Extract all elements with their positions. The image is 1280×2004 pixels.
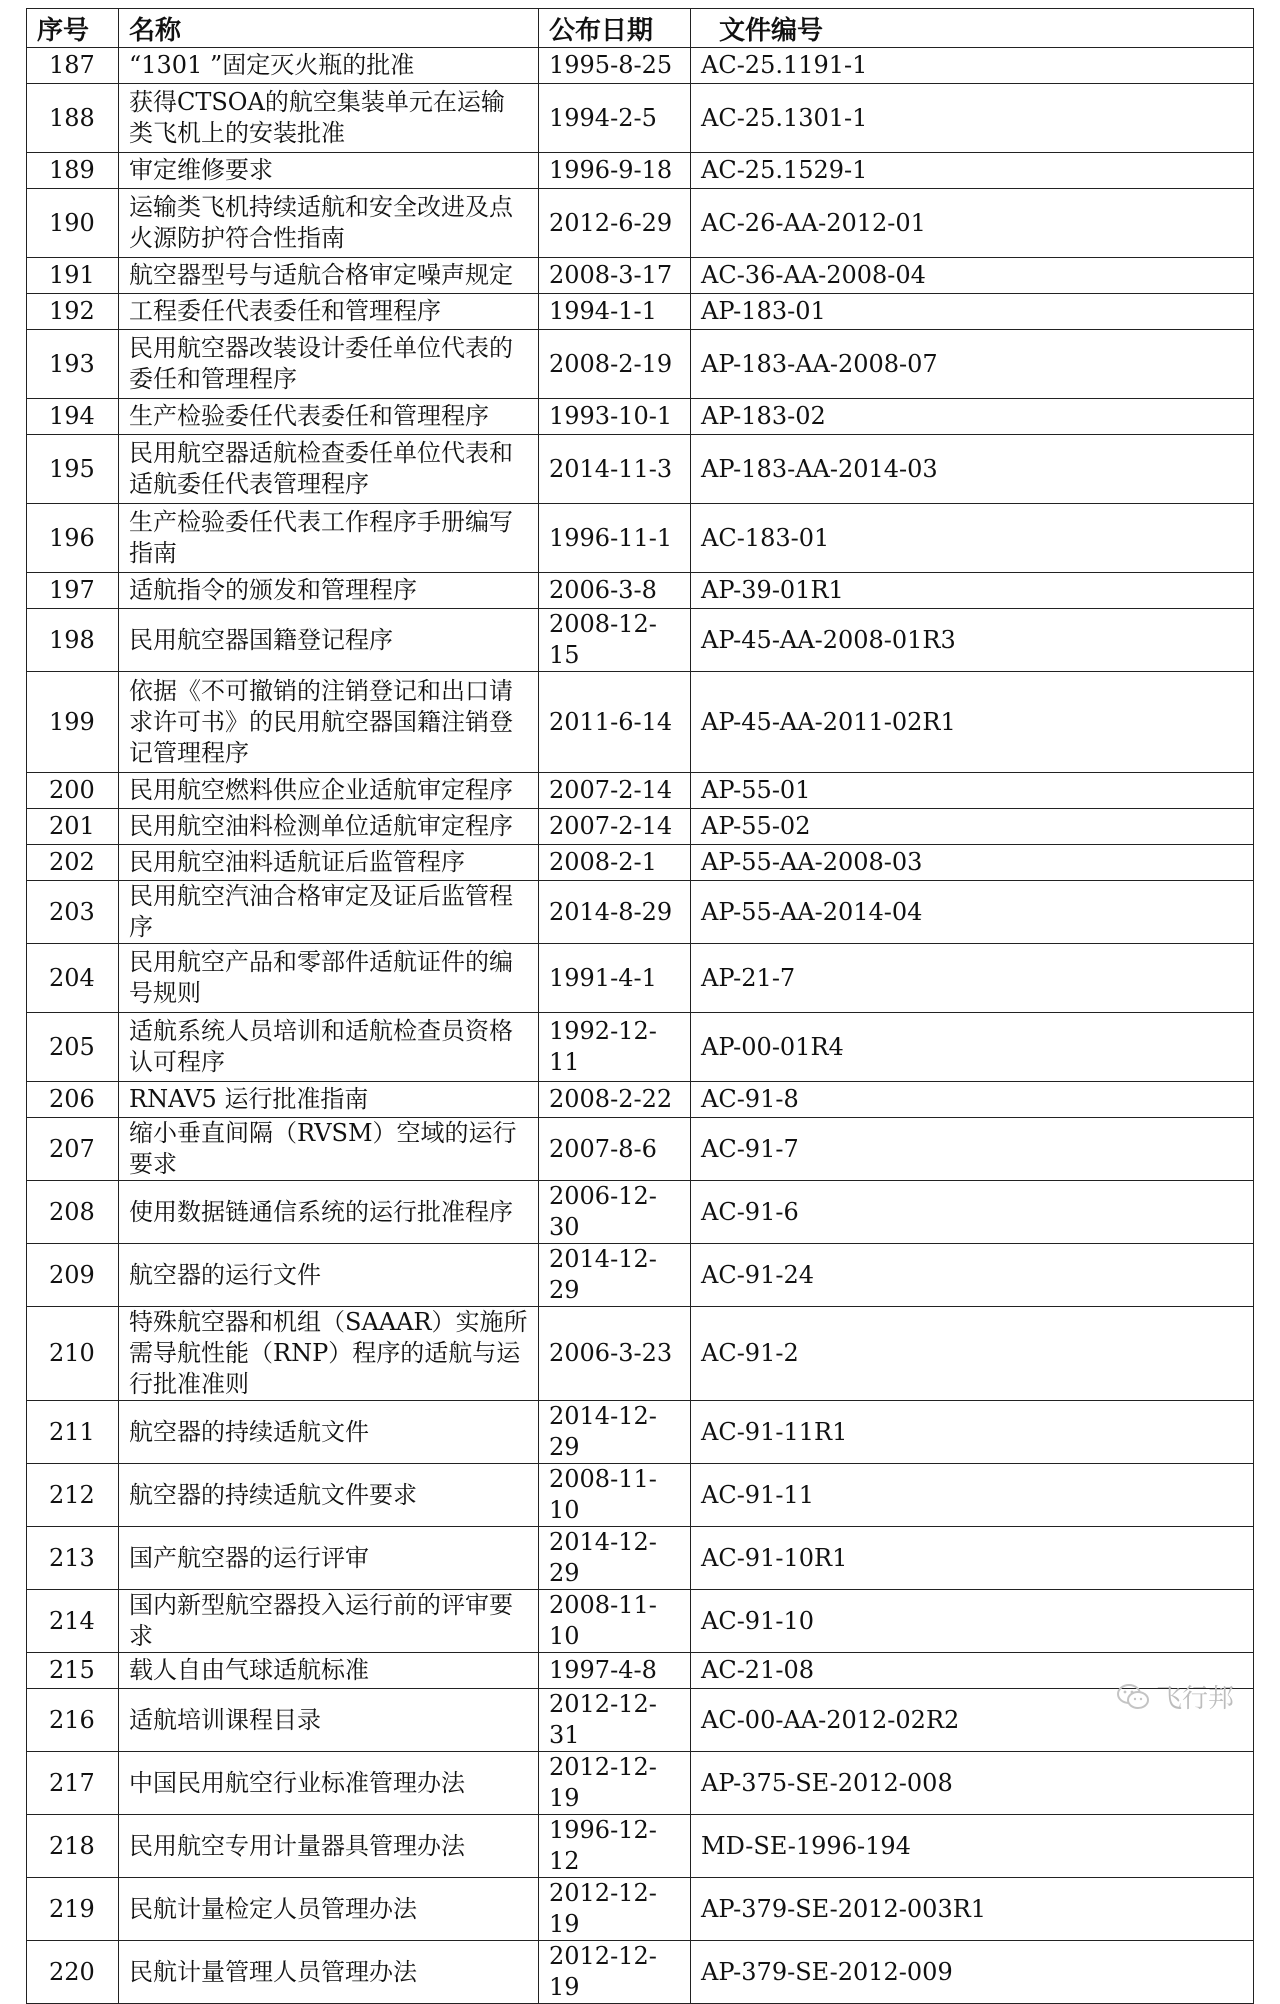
row-name: 民用航空器适航检查委任单位代表和适航委任代表管理程序 (119, 435, 539, 504)
row-document-id: AC-91-7 (691, 1118, 1254, 1181)
row-number: 217 (27, 1752, 119, 1815)
row-name: 航空器型号与适航合格审定噪声规定 (119, 258, 539, 294)
row-name: 缩小垂直间隔（RVSM）空域的运行要求 (119, 1118, 539, 1181)
table-row (27, 1752, 1254, 1815)
table-row (27, 881, 1254, 944)
row-date: 2006-3-8 (539, 573, 691, 609)
row-document-id: AC-91-2 (691, 1307, 1254, 1401)
table-row (27, 258, 1254, 294)
row-document-id: AC-91-11R1 (691, 1401, 1254, 1464)
watermark-text: 飞行邦 (1155, 1684, 1234, 1714)
row-document-id: AC-25.1529-1 (691, 153, 1254, 189)
row-number: 212 (27, 1464, 119, 1527)
watermark (1116, 1678, 1234, 1715)
row-name: 适航指令的颁发和管理程序 (119, 573, 539, 609)
table-row (27, 504, 1254, 573)
table-row (27, 672, 1254, 773)
row-date: 2014-12-29 (539, 1401, 691, 1464)
row-date: 2014-12-29 (539, 1527, 691, 1590)
row-document-id: AC-25.1301-1 (691, 84, 1254, 153)
table-row (27, 294, 1254, 330)
row-document-id: AP-379-SE-2012-003R1 (691, 1878, 1254, 1941)
row-document-id: AC-26-AA-2012-01 (691, 189, 1254, 258)
row-number: 216 (27, 1689, 119, 1752)
row-name: 载人自由气球适航标准 (119, 1653, 539, 1689)
row-document-id: AC-91-6 (691, 1181, 1254, 1244)
row-document-id: AC-91-8 (691, 1082, 1254, 1118)
row-document-id: AC-91-11 (691, 1464, 1254, 1527)
row-document-id: AP-375-SE-2012-008 (691, 1752, 1254, 1815)
table-row (27, 1244, 1254, 1307)
table-row (27, 809, 1254, 845)
row-number: 214 (27, 1590, 119, 1653)
row-document-id: AP-45-AA-2008-01R3 (691, 609, 1254, 672)
row-name: 国产航空器的运行评审 (119, 1527, 539, 1590)
row-number: 191 (27, 258, 119, 294)
row-number: 211 (27, 1401, 119, 1464)
row-name: 国内新型航空器投入运行前的评审要求 (119, 1590, 539, 1653)
table-row (27, 1013, 1254, 1082)
row-document-id: AP-45-AA-2011-02R1 (691, 672, 1254, 773)
row-name: “1301 ”固定灭火瓶的批准 (119, 48, 539, 84)
row-document-id: AP-183-02 (691, 399, 1254, 435)
row-name: 民用航空器国籍登记程序 (119, 609, 539, 672)
table-row (27, 1527, 1254, 1590)
table-row (27, 1401, 1254, 1464)
row-number: 200 (27, 773, 119, 809)
header-document-id: 文件编号 (691, 9, 1254, 48)
document-table (26, 8, 1254, 2004)
row-date: 1996-9-18 (539, 153, 691, 189)
row-number: 195 (27, 435, 119, 504)
row-document-id: AC-183-01 (691, 504, 1254, 573)
table-row (27, 773, 1254, 809)
row-name: 审定维修要求 (119, 153, 539, 189)
row-name: 适航系统人员培训和适航检查员资格认可程序 (119, 1013, 539, 1082)
row-date: 2007-2-14 (539, 773, 691, 809)
row-name: 工程委任代表委任和管理程序 (119, 294, 539, 330)
table-row (27, 1307, 1254, 1401)
row-date: 1994-2-5 (539, 84, 691, 153)
table-row (27, 573, 1254, 609)
row-number: 202 (27, 845, 119, 881)
row-date: 2014-12-29 (539, 1244, 691, 1307)
wechat-icon (1116, 1682, 1150, 1712)
row-number: 204 (27, 944, 119, 1013)
row-number: 220 (27, 1941, 119, 2004)
row-date: 2008-11-10 (539, 1464, 691, 1527)
row-name: 特殊航空器和机组（SAAAR）实施所需导航性能（RNP）程序的适航与运行批准准则 (119, 1307, 539, 1401)
table-row (27, 609, 1254, 672)
table-row (27, 189, 1254, 258)
row-date: 2011-6-14 (539, 672, 691, 773)
row-number: 210 (27, 1307, 119, 1401)
row-number: 190 (27, 189, 119, 258)
row-number: 199 (27, 672, 119, 773)
row-name: 依据《不可撤销的注销登记和出口请求许可书》的民用航空器国籍注销登记管理程序 (119, 672, 539, 773)
row-name: 中国民用航空行业标准管理办法 (119, 1752, 539, 1815)
row-number: 193 (27, 330, 119, 399)
row-date: 1997-4-8 (539, 1653, 691, 1689)
row-name: 航空器的持续适航文件要求 (119, 1464, 539, 1527)
row-date: 2006-12-30 (539, 1181, 691, 1244)
row-number: 209 (27, 1244, 119, 1307)
row-name: 生产检验委任代表工作程序手册编写指南 (119, 504, 539, 573)
row-date: 2012-12-19 (539, 1752, 691, 1815)
row-number: 192 (27, 294, 119, 330)
row-number: 194 (27, 399, 119, 435)
row-date: 2008-2-22 (539, 1082, 691, 1118)
row-date: 2007-2-14 (539, 809, 691, 845)
row-date: 2007-8-6 (539, 1118, 691, 1181)
row-document-id: MD-SE-1996-194 (691, 1815, 1254, 1878)
row-date: 2006-3-23 (539, 1307, 691, 1401)
header-date: 公布日期 (539, 9, 691, 48)
row-date: 2008-11-10 (539, 1590, 691, 1653)
header-row (27, 9, 1254, 48)
table-row (27, 944, 1254, 1013)
table-row (27, 1878, 1254, 1941)
row-name: 民航计量检定人员管理办法 (119, 1878, 539, 1941)
row-document-id: AP-183-AA-2014-03 (691, 435, 1254, 504)
row-name: 民用航空油料检测单位适航审定程序 (119, 809, 539, 845)
row-document-id: AP-183-AA-2008-07 (691, 330, 1254, 399)
row-number: 196 (27, 504, 119, 573)
row-date: 1996-11-1 (539, 504, 691, 573)
row-name: 民用航空产品和零部件适航证件的编号规则 (119, 944, 539, 1013)
row-document-id: AP-183-01 (691, 294, 1254, 330)
row-name: 航空器的运行文件 (119, 1244, 539, 1307)
row-number: 201 (27, 809, 119, 845)
row-document-id: AC-91-10R1 (691, 1527, 1254, 1590)
row-number: 215 (27, 1653, 119, 1689)
table-row (27, 1815, 1254, 1878)
row-name: 民用航空燃料供应企业适航审定程序 (119, 773, 539, 809)
header-number: 序号 (27, 9, 119, 48)
row-document-id: AP-39-01R1 (691, 573, 1254, 609)
header-name: 名称 (119, 9, 539, 48)
row-name: 民用航空器改装设计委任单位代表的委任和管理程序 (119, 330, 539, 399)
table-row (27, 1082, 1254, 1118)
row-number: 218 (27, 1815, 119, 1878)
row-date: 2012-12-19 (539, 1941, 691, 2004)
row-date: 1995-8-25 (539, 48, 691, 84)
row-name: 适航培训课程目录 (119, 1689, 539, 1752)
row-name: 运输类飞机持续适航和安全改进及点火源防护符合性指南 (119, 189, 539, 258)
row-document-id: AP-00-01R4 (691, 1013, 1254, 1082)
row-date: 2012-6-29 (539, 189, 691, 258)
row-date: 2014-11-3 (539, 435, 691, 504)
row-date: 2012-12-31 (539, 1689, 691, 1752)
row-number: 198 (27, 609, 119, 672)
row-date: 1996-12-12 (539, 1815, 691, 1878)
table-row (27, 1118, 1254, 1181)
row-document-id: AP-21-7 (691, 944, 1254, 1013)
row-name: 使用数据链通信系统的运行批准程序 (119, 1181, 539, 1244)
table-row (27, 1464, 1254, 1527)
row-document-id: AC-00-AA-2012-02R2 (691, 1689, 1254, 1752)
row-name: 航空器的持续适航文件 (119, 1401, 539, 1464)
row-document-id: AC-36-AA-2008-04 (691, 258, 1254, 294)
row-document-id: AP-55-02 (691, 809, 1254, 845)
row-name: RNAV5 运行批准指南 (119, 1082, 539, 1118)
table-row (27, 1941, 1254, 2004)
row-date: 1992-12-11 (539, 1013, 691, 1082)
row-number: 206 (27, 1082, 119, 1118)
row-date: 1993-10-1 (539, 399, 691, 435)
row-date: 1994-1-1 (539, 294, 691, 330)
row-date: 2008-12-15 (539, 609, 691, 672)
row-number: 213 (27, 1527, 119, 1590)
row-document-id: AP-55-AA-2008-03 (691, 845, 1254, 881)
row-document-id: AP-55-01 (691, 773, 1254, 809)
row-date: 1991-4-1 (539, 944, 691, 1013)
row-name: 获得CTSOA的航空集装单元在运输类飞机上的安装批准 (119, 84, 539, 153)
table-row (27, 48, 1254, 84)
row-date: 2014-8-29 (539, 881, 691, 944)
row-document-id: AP-55-AA-2014-04 (691, 881, 1254, 944)
row-document-id: AC-21-08 (691, 1653, 1254, 1689)
row-date: 2008-2-1 (539, 845, 691, 881)
row-name: 民用航空油料适航证后监管程序 (119, 845, 539, 881)
table-row (27, 84, 1254, 153)
row-document-id: AC-91-24 (691, 1244, 1254, 1307)
table-row (27, 153, 1254, 189)
table-row (27, 1590, 1254, 1653)
row-date: 2008-2-19 (539, 330, 691, 399)
row-name: 民航计量管理人员管理办法 (119, 1941, 539, 2004)
table-row (27, 399, 1254, 435)
row-name: 生产检验委任代表委任和管理程序 (119, 399, 539, 435)
table-row (27, 1689, 1254, 1752)
row-number: 197 (27, 573, 119, 609)
table-row (27, 330, 1254, 399)
row-number: 187 (27, 48, 119, 84)
row-name: 民用航空专用计量器具管理办法 (119, 1815, 539, 1878)
row-document-id: AC-25.1191-1 (691, 48, 1254, 84)
row-date: 2012-12-19 (539, 1878, 691, 1941)
row-document-id: AP-379-SE-2012-009 (691, 1941, 1254, 2004)
table-row (27, 1653, 1254, 1689)
row-number: 207 (27, 1118, 119, 1181)
table-row (27, 1181, 1254, 1244)
table-row (27, 845, 1254, 881)
table-row (27, 435, 1254, 504)
row-number: 219 (27, 1878, 119, 1941)
row-number: 203 (27, 881, 119, 944)
row-document-id: AC-91-10 (691, 1590, 1254, 1653)
row-number: 188 (27, 84, 119, 153)
row-number: 208 (27, 1181, 119, 1244)
row-number: 205 (27, 1013, 119, 1082)
row-date: 2008-3-17 (539, 258, 691, 294)
row-name: 民用航空汽油合格审定及证后监管程序 (119, 881, 539, 944)
row-number: 189 (27, 153, 119, 189)
